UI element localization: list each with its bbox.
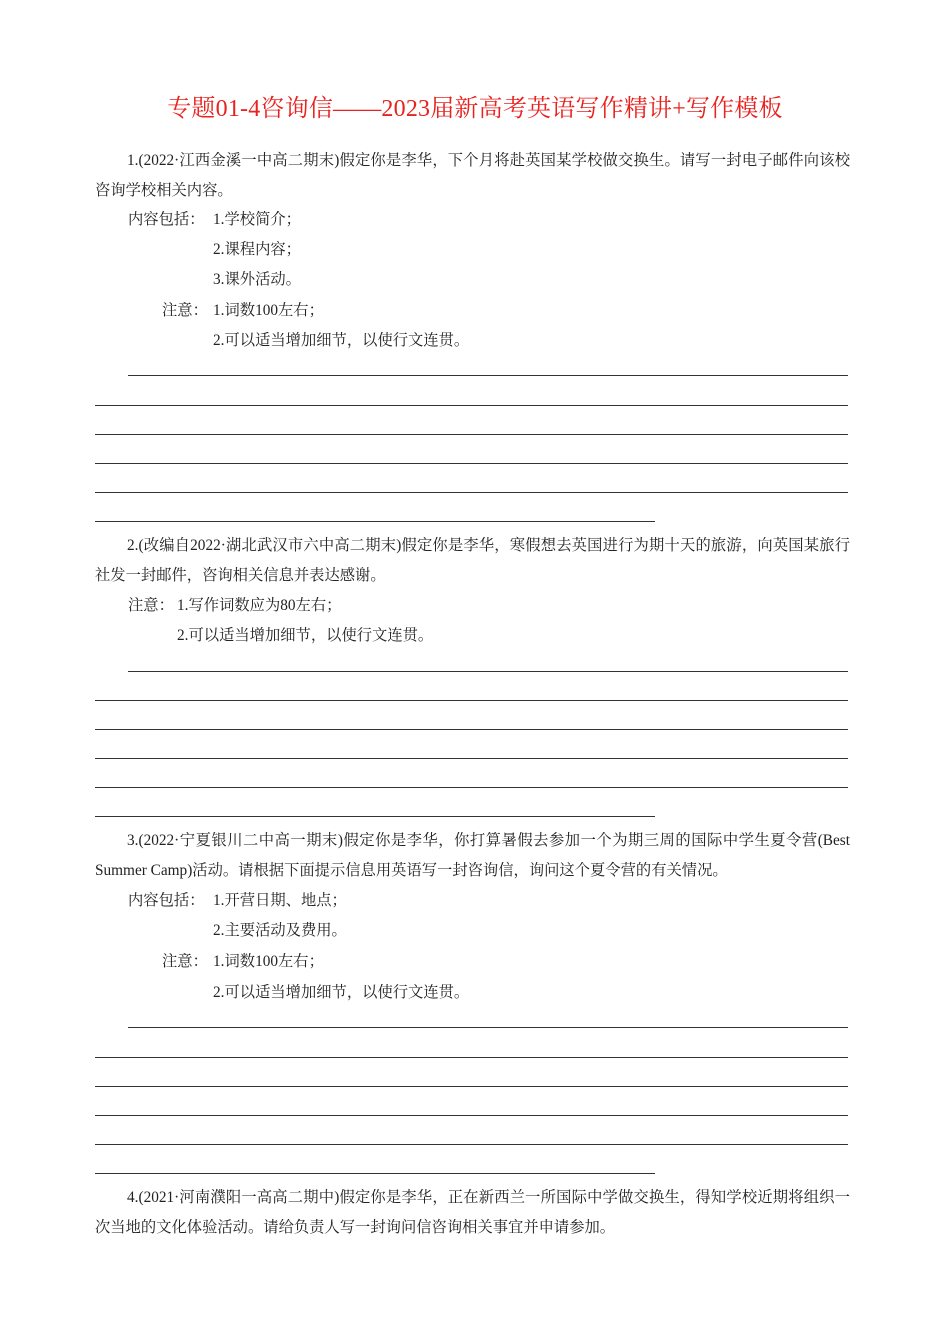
- q1-content-item: 3.课外活动。: [213, 271, 301, 288]
- answer-line[interactable]: [95, 758, 848, 759]
- answer-line[interactable]: [95, 1057, 848, 1058]
- q1-content-item: 2.课程内容；: [213, 241, 301, 258]
- page-title: 专题01-4咨询信——2023届新高考英语写作精讲+写作模板: [167, 96, 783, 122]
- answer-line[interactable]: [95, 1144, 848, 1145]
- answer-line[interactable]: [95, 463, 848, 464]
- q3-content-item: 2.主要活动及费用。: [213, 922, 347, 939]
- answer-line[interactable]: [95, 700, 848, 701]
- question-2-prompt: 2.(改编自2022·湖北武汉市六中高二期末)假定你是李华，寒假想去英国进行为期十天的旅游，向英国某旅行社发一封邮件，咨询相关信息并表达感谢。: [95, 537, 850, 584]
- answer-line[interactable]: [95, 1086, 848, 1087]
- answer-line[interactable]: [95, 434, 848, 435]
- answer-line[interactable]: [95, 492, 848, 493]
- q1-note-item: 2.可以适当增加细节，以使行文连贯。: [213, 332, 470, 349]
- answer-line[interactable]: [95, 787, 848, 788]
- q2-note-label: 注意：: [128, 597, 174, 614]
- answer-line[interactable]: [95, 816, 655, 817]
- q3-note-label: 注意：: [162, 953, 208, 970]
- q1-note-label: 注意：: [162, 302, 208, 319]
- question-3-prompt: 3.(2022·宁夏银川二中高一期末)假定你是李华，你打算暑假去参加一个为期三周的国际中学生夏令营(Best Summer Camp)活动。请根据下面提示信息用英语写一封咨询信，询问这个夏令营的有关情况。: [95, 832, 850, 879]
- answer-line[interactable]: [128, 1027, 848, 1028]
- answer-line[interactable]: [95, 1115, 848, 1116]
- answer-line[interactable]: [95, 1173, 655, 1174]
- answer-line[interactable]: [95, 405, 848, 406]
- answer-line[interactable]: [128, 375, 848, 376]
- answer-line[interactable]: [95, 521, 655, 522]
- question-4-prompt: 4.(2021·河南濮阳一高高二期中)假定你是李华，正在新西兰一所国际中学做交换生，得知学校近期将组织一次当地的文化体验活动。请给负责人写一封询问信咨询相关事宜并申请参加。: [95, 1189, 850, 1236]
- q3-content-label: 内容包括：: [128, 892, 205, 909]
- q3-content-item: 1.开营日期、地点；: [213, 892, 347, 909]
- q3-note-item: 1.词数100左右；: [213, 953, 324, 970]
- q1-note-item: 1.词数100左右；: [213, 302, 324, 319]
- q2-note-item: 1.写作词数应为80左右；: [177, 597, 342, 614]
- question-1-prompt: 1.(2022·江西金溪一中高二期末)假定你是李华，下个月将赴英国某学校做交换生。请写一封电子邮件向该校咨询学校相关内容。: [95, 152, 850, 199]
- q1-content-label: 内容包括：: [128, 211, 205, 228]
- q2-note-item: 2.可以适当增加细节，以使行文连贯。: [177, 627, 434, 644]
- q1-content-item: 1.学校简介；: [213, 211, 301, 228]
- q3-note-item: 2.可以适当增加细节，以使行文连贯。: [213, 984, 470, 1001]
- answer-line[interactable]: [95, 729, 848, 730]
- answer-line[interactable]: [128, 671, 848, 672]
